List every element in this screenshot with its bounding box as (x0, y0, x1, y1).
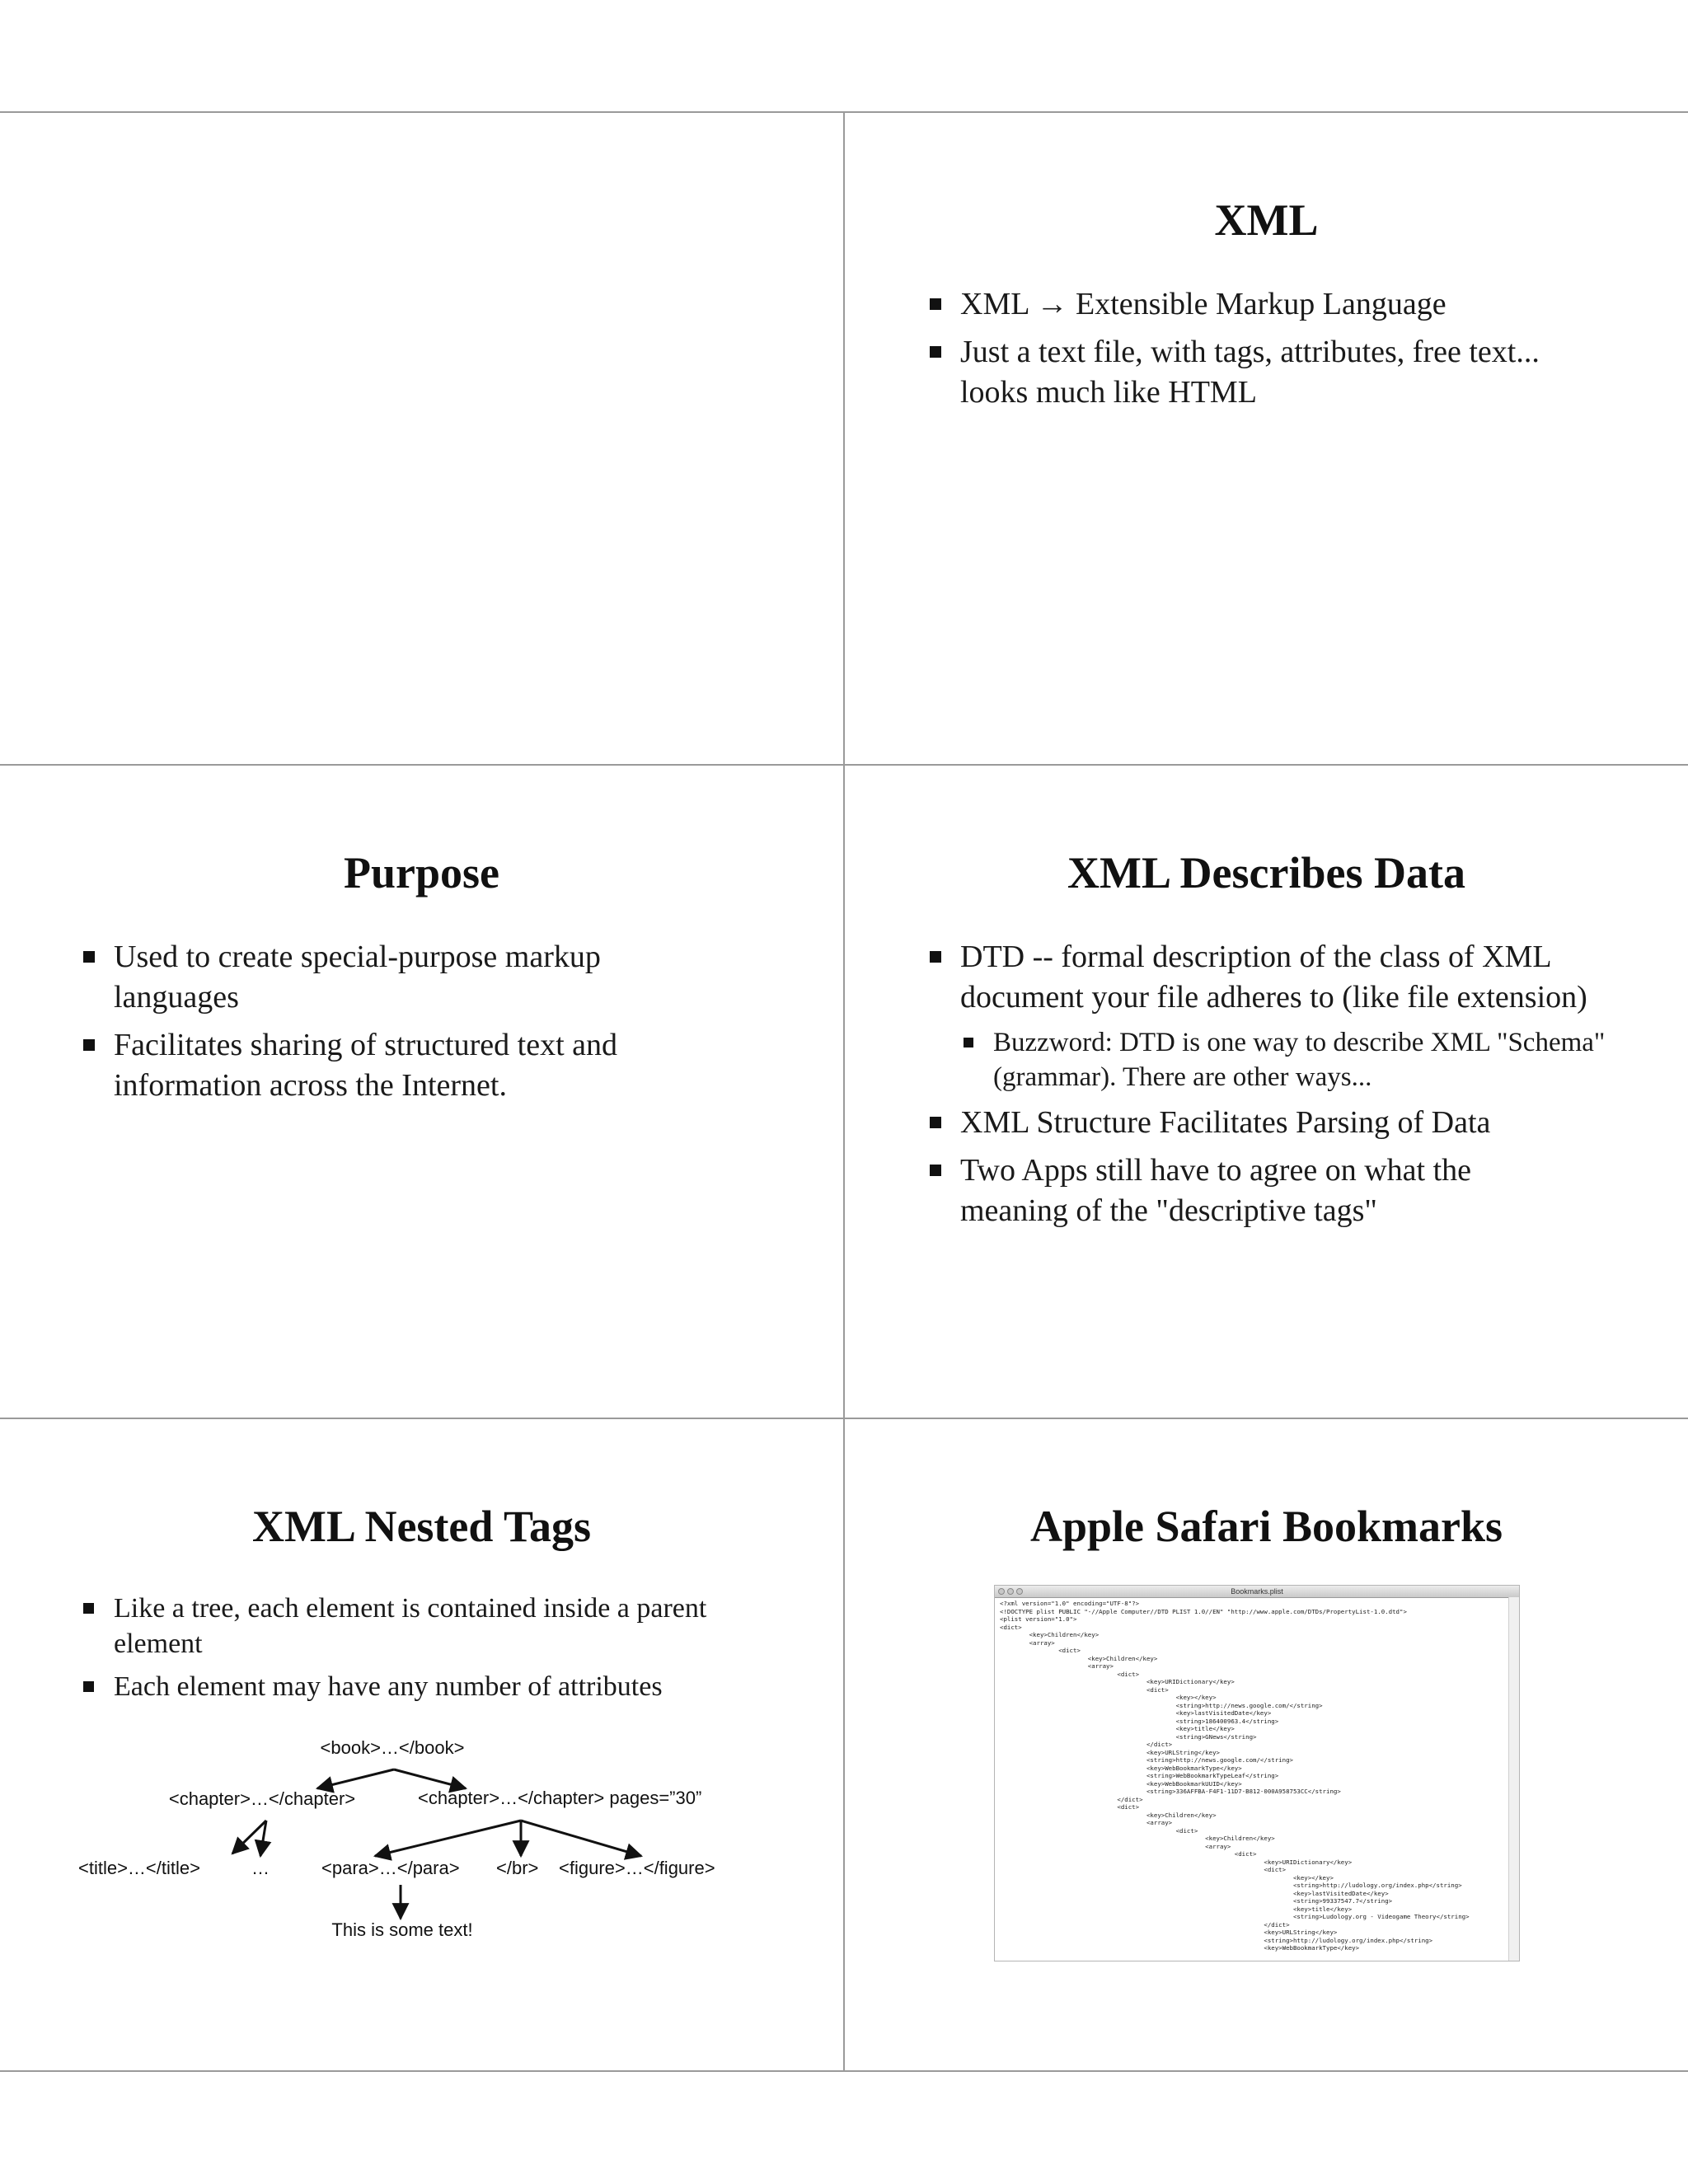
bullet-list (81, 937, 674, 1113)
bullet-item: Two Apps still have to agree on what the meaning of the "descriptive tags" (927, 1151, 1537, 1231)
scrollbar (1508, 1597, 1519, 1961)
bullet-item: XML Structure Facilitates Parsing of Data (927, 1103, 1620, 1143)
tree-node-figure: <figure>…</figure> (559, 1858, 715, 1878)
tree-edge (317, 1769, 394, 1788)
tree-node-book: <book>…</book> (320, 1737, 465, 1758)
slide-title: XML Describes Data (1067, 848, 1465, 898)
slide-xml (845, 113, 1688, 764)
slide-xml-describes-data (845, 766, 1688, 1418)
tree-node-br: </br> (496, 1858, 539, 1878)
slide-title: Purpose (344, 848, 499, 898)
xml-tree-diagram (0, 1419, 843, 2070)
slide-title: XML Nested Tags (251, 1502, 592, 1551)
tree-edge (521, 1821, 641, 1856)
bullet-item: XML → Extensible Markup Language (927, 284, 1653, 325)
bullet-list (927, 937, 1620, 1239)
slide-blank (0, 113, 843, 764)
slide-title: Apple Safari Bookmarks (1029, 1502, 1503, 1551)
slide-xml-nested-tags (0, 1419, 843, 2070)
tree-node-ellipsis: … (251, 1858, 270, 1878)
tree-node-title: <title>…</title> (78, 1858, 200, 1878)
bullet-item: Like a tree, each element is contained inside a parent element (81, 1591, 740, 1661)
tree-node-chapter-pages: <chapter>…</chapter> pages=”30” (418, 1788, 702, 1808)
tree-edge (375, 1821, 521, 1856)
window-titlebar (995, 1586, 1519, 1598)
bullet-item: DTD -- formal description of the class of XML document your file adheres to (like file extension) (927, 937, 1620, 1018)
bullet-item: Facilitates sharing of structured text and information across the Internet. (81, 1025, 674, 1106)
bullet-list (927, 284, 1653, 420)
slide-purpose (0, 766, 843, 1418)
plist-code: <?xml version="1.0" encoding="UTF-8"?> <!DOCTYPE plist PUBLIC "-//Apple Computer//DTD PLIST 1.0//EN" "http://www.apple.com/DTDs/PropertyList-1.0.dtd"> <plist version="1.0"> <dict> <key>Children</key> <array> <dict> <key>Children</key> <array> <dict> <key>URIDictionary</key> <dict> <key></key> <string>http://news.google.com/</string> <key>lastVisitedDate</key> <string>186400963.4</string> <key>title</key> <string>GNews</string> </dict> <key>URLString</key> <string>http://news.google.com/</string> <key>WebBookmarkType</key> <string>WebBookmarkTypeLeaf</string> <key>WebBookmarkUUID</key> <string>336AFFBA-F4F1-11D7-B812-000A958753CC</string> </dict> <dict> <key>Children</key> <array> <dict> <key>Children</key> <array> <dict> <key>URIDictionary</key> <dict> <key></key> <string>http://ludology.org/index.php</string> <key>lastVisitedDate</key> <string>99337547.7</string> <key>title</key> <string>Ludology.org - Videogame Theory</string> </dict> <key>URLString</key> <string>http://ludology.org/index.php</string> <key>WebBookmarkType</key> (1000, 1600, 1470, 1952)
bullet-item: Each element may have any number of attributes (81, 1669, 740, 1704)
window-title: Bookmarks.plist (1231, 1587, 1283, 1596)
tree-node-chapter: <chapter>…</chapter> (168, 1788, 356, 1809)
slide-title: XML (1214, 195, 1319, 245)
tree-node-para: <para>…</para> (321, 1858, 460, 1878)
tree-edge (394, 1769, 466, 1788)
sub-bullet-item: Buzzword: DTD is one way to describe XML "Schema" (grammar). There are other ways... (927, 1025, 1620, 1094)
bullet-item: Just a text file, with tags, attributes, free text... looks much like HTML (927, 332, 1595, 413)
tree-node-text: This is some text! (331, 1919, 473, 1940)
bookmarks-plist-screenshot (994, 1585, 1520, 1961)
bullet-item: Used to create special-purpose markup languages (81, 937, 674, 1018)
